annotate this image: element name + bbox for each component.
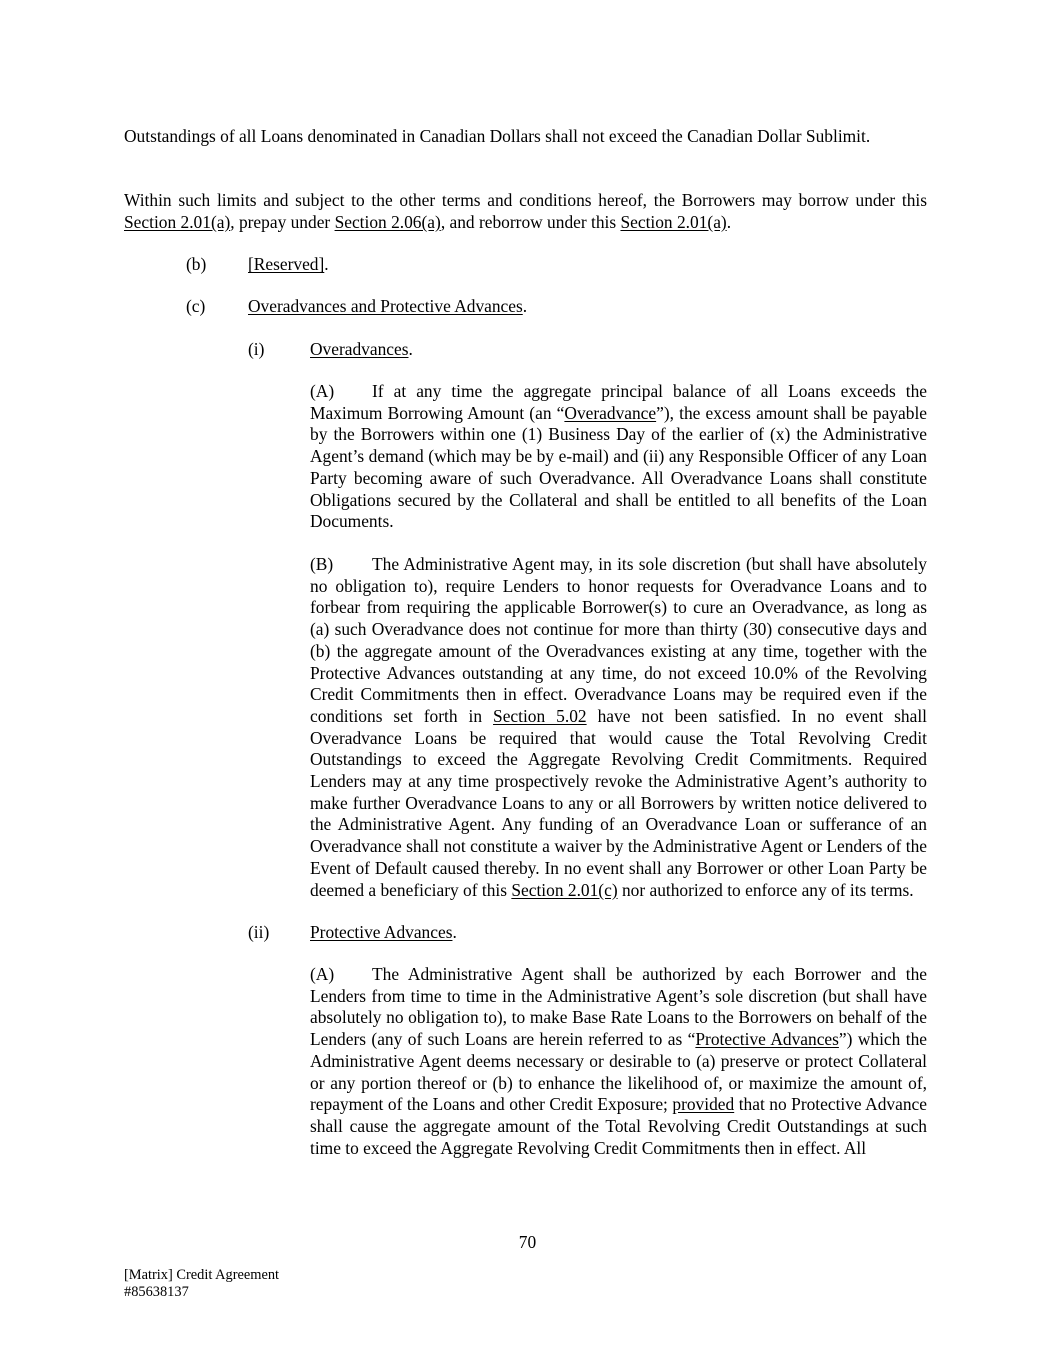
clause-label-cii: (ii) (248, 922, 270, 942)
text-segment: have not been satisfied. In no event shall Overadvance Loans be required that would cause the Total Revolving Credit Outstandings to exceed the Aggregate Revolving Credit Commitments. Required Lenders may at any time prospectively revoke the Administrative Agent’s authority to make further Overadvance Loans to any or all Borrowers by written notice delivered to the Administrative Agent. Any funding of an Overadvance Loan or sufferance of an Overadvance shall not constitute a waiver by the Administrative Agent or Lenders of the Event of Default caused thereby. In no event shall any Borrower or other Loan Party be deemed a beneficiary of this (310, 705, 927, 900)
underlined-reference: Protective Advances (310, 922, 453, 942)
text-segment: The Administrative Agent shall be authorized by each Borrower and the Lenders from time to time in the Administrative Agent’s sole discretion (but shall have absolutely no obligation to), to make Base Rate Loans to the Borrowers on behalf of the Lenders (any of such Loans are herein referred to as “ (310, 964, 927, 1050)
clause-cii-heading (310, 922, 927, 944)
paragraph-text (310, 964, 927, 1158)
text-segment: . (726, 211, 732, 232)
footer (124, 1267, 279, 1301)
paragraph-text (310, 922, 457, 942)
paragraph-text (124, 126, 870, 146)
page-number: 70 (518, 1232, 537, 1252)
clause-label-ci-A: (A) (310, 381, 335, 401)
clause-label-ci-B: (B) (310, 554, 334, 574)
footer-document-id: #85638137 (124, 1284, 189, 1300)
clause-label-c: (c) (186, 296, 206, 316)
clause-cii-A (248, 964, 927, 1159)
clause-ci-B (248, 554, 927, 901)
underlined-reference: provided (672, 1094, 735, 1115)
paragraph-text (124, 190, 927, 232)
text-segment: ”) which the Administrative Agent deems necessary or desirable to (a) preserve or protect Collateral or any portion thereof or (b) to enhance the likelihood of, or maximize the amount of, repayment of the Loans and other Credit Exposure; (310, 1029, 927, 1115)
underlined-reference: Overadvances (310, 339, 409, 359)
paragraph-text (310, 381, 927, 531)
clause-ci-heading (310, 339, 927, 361)
underlined-reference: [Reserved] (248, 254, 325, 274)
clause-label-ci: (i) (248, 339, 265, 359)
clause-label-cii-A: (A) (310, 964, 335, 984)
underlined-reference: Section 2.01(a) (124, 211, 231, 232)
paragraph-text (310, 339, 413, 359)
clause-label-b: (b) (186, 254, 207, 274)
clause-ci-A (248, 381, 927, 533)
underlined-reference: Section 5.02 (493, 705, 587, 726)
clause-b-heading (248, 254, 927, 276)
text-segment: . (522, 296, 528, 316)
paragraph-text (248, 254, 329, 274)
text-segment: . (408, 339, 413, 359)
text-segment: Outstandings of all Loans denominated in Canadian Dollars shall not exceed the Canadian Dollar Sublimit. (124, 126, 871, 146)
text-segment: . (324, 254, 329, 274)
text-segment: nor authorized to enforce any of its terms. (617, 879, 914, 900)
text-segment: The Administrative Agent may, in its sole discretion (but shall have absolutely no obligation to), require Lenders to honor requests for Overadvance Loans and to forbear from requiring the applicable Borrower(s) to cure an Overadvance, as long as (a) such Overadvance does not continue for more than thirty (30) consecutive days and (b) the aggregate amount of the Overadvances existing at any time, together with the Protective Advances outstanding at any time, do not exceed 10.0% of the Revolving Credit Commitments then in effect. Overadvance Loans may be required even if the conditions set forth in (310, 554, 927, 726)
text-segment: ”), the excess amount shall be payable by the Borrowers within one (1) Business Day of the earlier of (x) the Administrative Agent’s demand (which may be by e-mail) and (ii) any Responsible Officer of any Loan Party becoming aware of such Overadvance. All Overadvance Loans shall constitute Obligations secured by the Collateral and shall be entitled to all benefits of the Loan Documents. (310, 402, 928, 532)
text-segment: . (452, 922, 457, 942)
text-segment: Within such limits and subject to the other terms and conditions hereof, the Borrowers may borrow under this (124, 190, 927, 210)
underlined-reference: Overadvance (564, 402, 657, 423)
paragraph-text (248, 296, 527, 316)
text-segment: If at any time the aggregate principal balance of all Loans exceeds the Maximum Borrowing Amount (an “ (310, 381, 927, 423)
paragraph-borrowing-limits (124, 190, 927, 233)
underlined-reference: Overadvances and Protective Advances (248, 296, 523, 316)
paragraph-text (310, 554, 927, 900)
text-segment: , prepay under (230, 211, 335, 232)
text-segment: , and reborrow under this (440, 211, 621, 232)
paragraph-canadian-sublimit (124, 126, 927, 148)
underlined-reference: Protective Advances (695, 1029, 839, 1050)
underlined-reference: Section 2.06(a) (334, 211, 441, 232)
underlined-reference: Section 2.01(a) (620, 211, 727, 232)
footer-document-title: [Matrix] Credit Agreement (124, 1267, 280, 1283)
underlined-reference: Section 2.01(c) (511, 879, 618, 900)
clause-c-heading (248, 296, 927, 318)
text-segment: that no Protective Advance shall cause the aggregate amount of the Total Revolving Credit Outstandings at such time to exceed the Aggregate Revolving Credit Commitments then in effect. All (310, 1094, 927, 1158)
